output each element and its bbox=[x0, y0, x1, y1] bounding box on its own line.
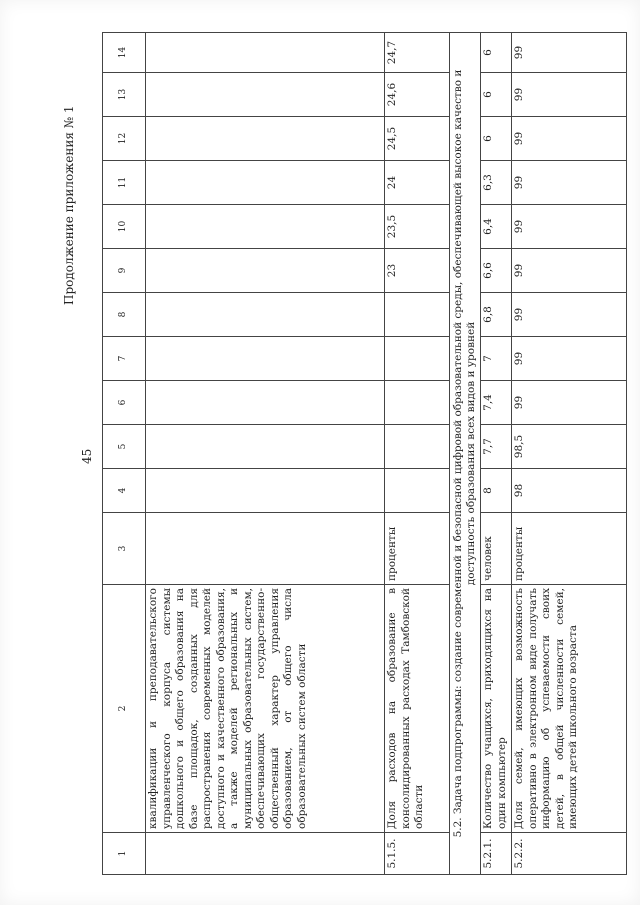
value-cell: 7,4 bbox=[481, 381, 512, 425]
column-number: 12 bbox=[103, 117, 146, 161]
value-cell: 99 bbox=[512, 161, 627, 205]
value-cell: 24,5 bbox=[385, 117, 450, 161]
value-cell: 8 bbox=[481, 469, 512, 513]
column-number: 10 bbox=[103, 205, 146, 249]
column-number-row bbox=[103, 33, 146, 875]
value-cell: 23 bbox=[385, 249, 450, 293]
column-number: 4 bbox=[103, 469, 146, 513]
value-cell: 6 bbox=[481, 117, 512, 161]
column-number: 9 bbox=[103, 249, 146, 293]
value-cell: 6,8 bbox=[481, 293, 512, 337]
unit bbox=[146, 513, 385, 585]
section-row bbox=[450, 33, 481, 875]
value-cell: 99 bbox=[512, 249, 627, 293]
value-cell bbox=[146, 117, 385, 161]
column-number: 8 bbox=[103, 293, 146, 337]
value-cell bbox=[385, 425, 450, 469]
value-cell: 99 bbox=[512, 381, 627, 425]
column-number: 1 bbox=[103, 833, 146, 875]
value-cell: 99 bbox=[512, 293, 627, 337]
row-number: 5.1.5. bbox=[385, 833, 450, 875]
value-cell bbox=[146, 205, 385, 249]
unit: проценты bbox=[385, 513, 450, 585]
value-cell bbox=[146, 337, 385, 381]
indicator-name: Количество учащихся, приходящихся на один компьютер bbox=[481, 585, 512, 833]
value-cell: 99 bbox=[512, 33, 627, 73]
indicator-name: квалификации и преподавательского управленческого корпуса системы дошкольного и общего образования на базе площадок, созданных для распространения современных моделей доступного и качественного образования, а также моделей региональных и муниципальных образовательных систем, обеспечивающих государственно-общественный характер управления образованием, от общего числа образовательных систем области bbox=[146, 585, 385, 833]
value-cell bbox=[146, 249, 385, 293]
column-number: 7 bbox=[103, 337, 146, 381]
value-cell bbox=[146, 381, 385, 425]
column-number: 13 bbox=[103, 73, 146, 117]
indicators-table bbox=[102, 32, 627, 875]
appendix-note: Продолжение приложения № 1 bbox=[62, 105, 76, 305]
value-cell bbox=[146, 425, 385, 469]
row-number bbox=[146, 833, 385, 875]
value-cell bbox=[385, 337, 450, 381]
value-cell: 99 bbox=[512, 205, 627, 249]
value-cell bbox=[385, 293, 450, 337]
row-number: 5.2.2. bbox=[512, 833, 627, 875]
value-cell: 6 bbox=[481, 33, 512, 73]
value-cell bbox=[385, 381, 450, 425]
value-cell bbox=[146, 73, 385, 117]
value-cell: 98 bbox=[512, 469, 627, 513]
value-cell: 99 bbox=[512, 117, 627, 161]
indicator-name: Доля расходов на образование в консолидированных расходах Тамбовской области bbox=[385, 585, 450, 833]
value-cell: 23,5 bbox=[385, 205, 450, 249]
unit: проценты bbox=[512, 513, 627, 585]
indicator-name: Доля семей, имеющих возможность оперативно в электронном виде получать информацию об успеваемости своих детей, в общей численности семей, имеющих детей школьного возраста bbox=[512, 585, 627, 833]
value-cell: 99 bbox=[512, 337, 627, 381]
value-cell: 24 bbox=[385, 161, 450, 205]
value-cell: 6,4 bbox=[481, 205, 512, 249]
column-number: 14 bbox=[103, 33, 146, 73]
value-cell: 7,7 bbox=[481, 425, 512, 469]
value-cell bbox=[146, 469, 385, 513]
column-number: 2 bbox=[103, 585, 146, 833]
page-number: 45 bbox=[80, 448, 94, 464]
unit: человек bbox=[481, 513, 512, 585]
table-row bbox=[512, 33, 627, 875]
column-number: 11 bbox=[103, 161, 146, 205]
value-cell: 6,3 bbox=[481, 161, 512, 205]
value-cell bbox=[146, 33, 385, 73]
table-row bbox=[481, 33, 512, 875]
row-number: 5.2.1. bbox=[481, 833, 512, 875]
value-cell: 99 bbox=[512, 73, 627, 117]
value-cell: 24,7 bbox=[385, 33, 450, 73]
value-cell: 6,6 bbox=[481, 249, 512, 293]
table-row bbox=[385, 33, 450, 875]
section-heading: 5.2. Задача подпрограммы: создание современной и безопасной цифровой образовательной среды, обеспечивающей высокое качество и доступность образования всех видов и уровней bbox=[450, 33, 481, 875]
value-cell bbox=[385, 469, 450, 513]
value-cell bbox=[146, 161, 385, 205]
value-cell: 24,6 bbox=[385, 73, 450, 117]
column-number: 3 bbox=[103, 513, 146, 585]
column-number: 5 bbox=[103, 425, 146, 469]
value-cell bbox=[146, 293, 385, 337]
value-cell: 7 bbox=[481, 337, 512, 381]
value-cell: 98,5 bbox=[512, 425, 627, 469]
column-number: 6 bbox=[103, 381, 146, 425]
table-row bbox=[146, 33, 385, 875]
value-cell: 6 bbox=[481, 73, 512, 117]
